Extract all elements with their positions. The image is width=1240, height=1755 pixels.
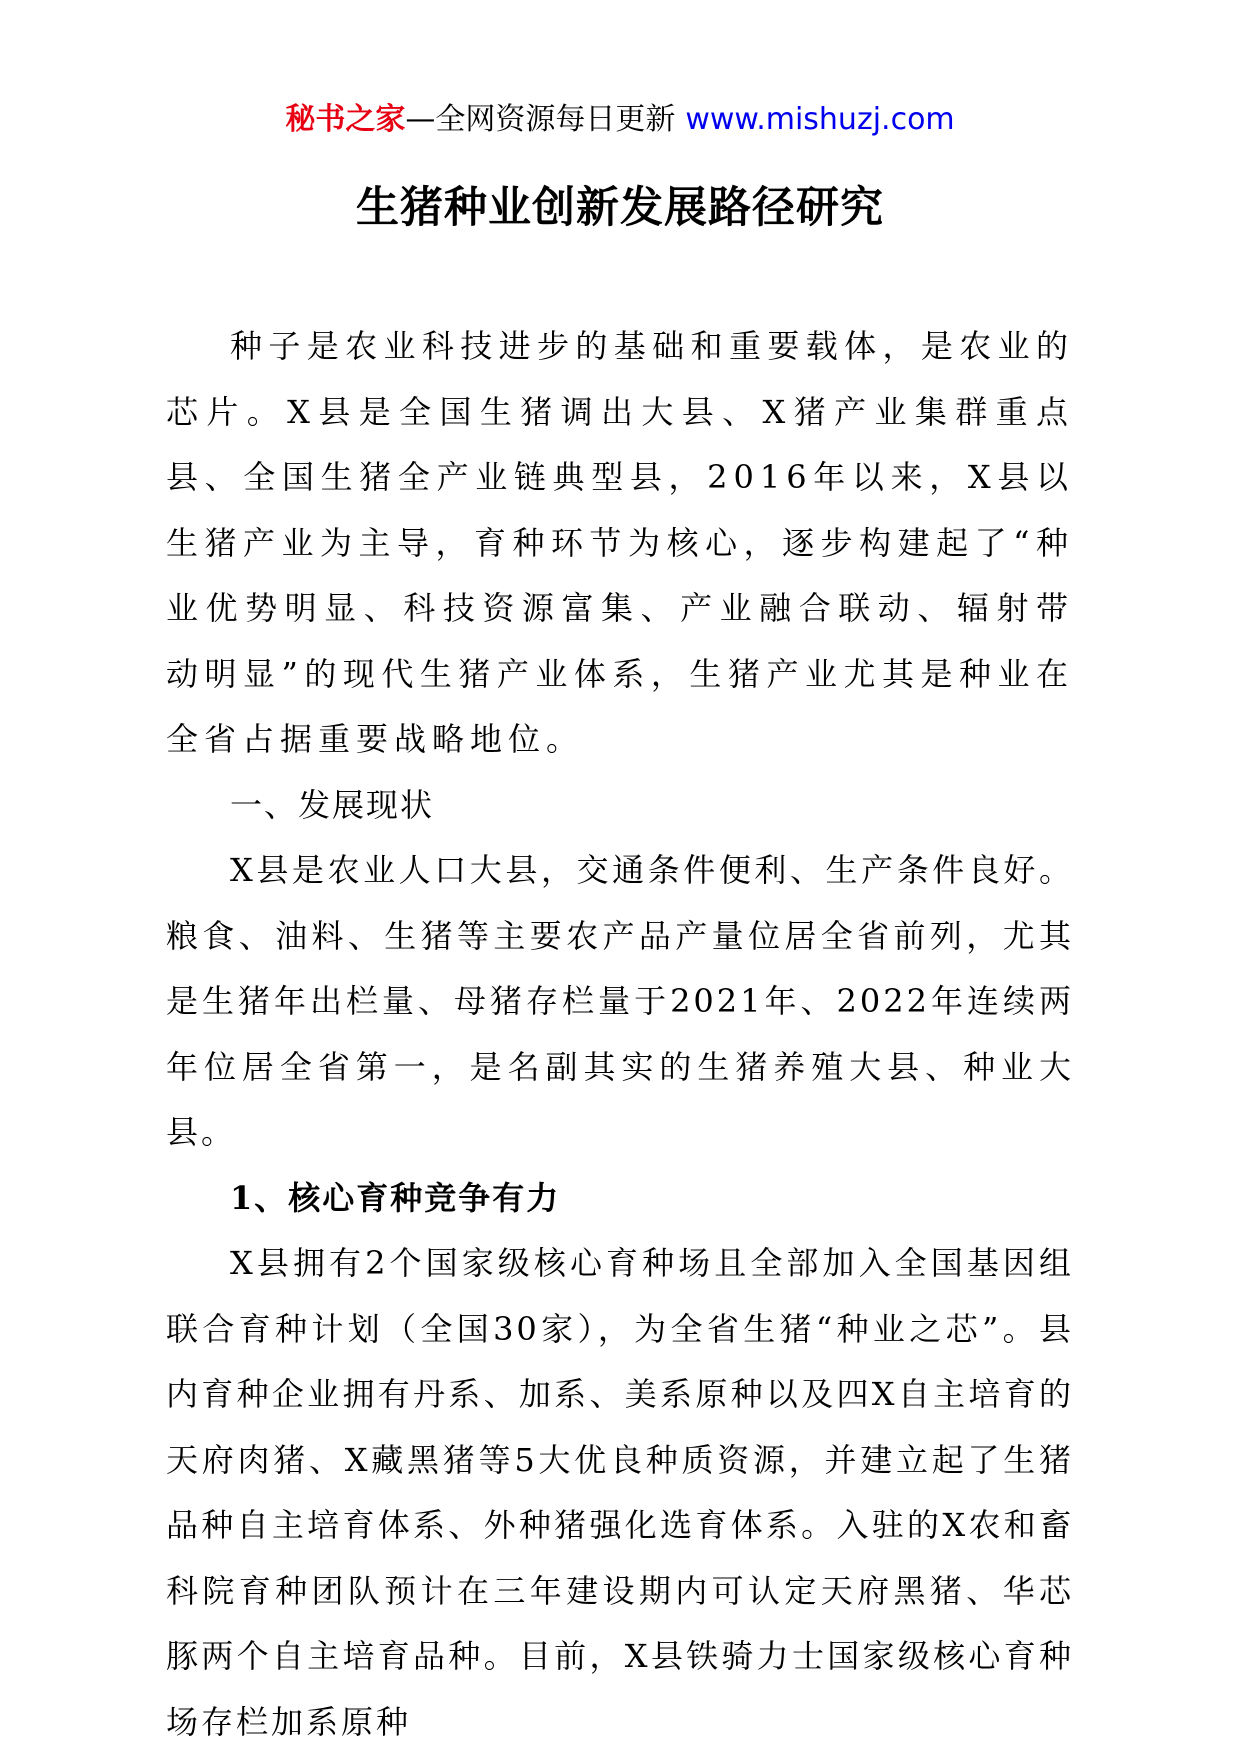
site-url-link[interactable]: www.mishuzj.com	[685, 102, 955, 137]
brand-name: 秘书之家	[285, 102, 406, 137]
core-breeding-paragraph: X县拥有2个国家级核心育种场且全部加入全国基因组联合育种计划（全国30家），为全省生猪“种业之芯”。县内育种企业拥有丹系、加系、美系原种以及四X自主培育的天府肉猪、X藏黑猪等5大优良种质资源，并建立起了生猪品种自主培育体系、外种猪强化选育体系。入驻的X农和畜科院育种团队预计在三年建设期内可认定天府黑猪、华芯豚两个自主培育品种。目前，X县铁骑力士国家级核心育种场存栏加系原种	[166, 1244, 1074, 1741]
intro-paragraph: 种子是农业科技进步的基础和重要载体，是农业的芯片。X县是全国生猪调出大县、X猪产业集群重点县、全国生猪全产业链典型县，2016年以来，X县以生猪产业为主导，育种环节为核心，逐步构建起了“种业优势明显、科技资源富集、产业融合联动、辐射带动明显”的现代生猪产业体系，生猪产业尤其是种业在全省占据重要战略地位。	[166, 327, 1074, 758]
header-slogan: —全网资源每日更新	[405, 102, 676, 137]
development-status-paragraph: X县是农业人口大县，交通条件便利、生产条件良好。粮食、油料、生猪等主要农产品产量位居全省前列，尤其是生猪年出栏量、母猪存栏量于2021年、2022年连续两年位居全省第一，是名副其实的生猪养殖大县、种业大县。	[166, 851, 1074, 1151]
document-title: 生猪种业创新发展路径研究	[356, 183, 884, 233]
subsection-heading-core-breeding: 1、核心育种竞争有力	[230, 1178, 561, 1217]
document-body	[166, 314, 1074, 1755]
header-banner	[0, 100, 1240, 140]
section-heading-development-status: 一、发展现状	[230, 785, 435, 824]
